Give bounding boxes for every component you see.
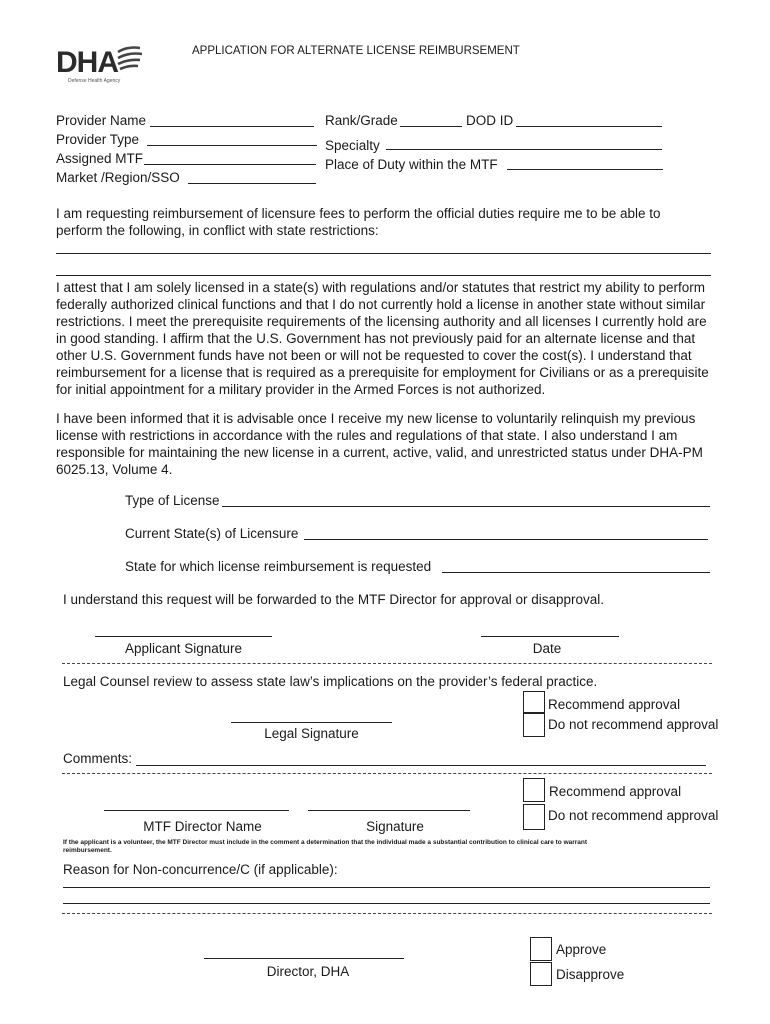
- legal-signature-field[interactable]: [231, 722, 392, 723]
- attestation-line: restrictions. I meet the prerequisite requirements of the licensing authority and all licenses I currently hold are: [56, 314, 707, 329]
- forward-statement: I understand this request will be forwarded to the MTF Director for approval or disapproval.: [63, 592, 605, 607]
- informed-line: license with restrictions in accordance with the rules and regulations of that state. I also understand I am: [56, 428, 678, 443]
- applicant-signature-label: Applicant Signature: [124, 641, 243, 656]
- type-of-license-label: Type of License: [125, 493, 220, 508]
- provider-type-label: Provider Type: [56, 132, 140, 147]
- dod-id-label: DOD ID: [466, 113, 514, 128]
- applicant-signature-field[interactable]: [95, 636, 272, 637]
- mtf-director-name-field[interactable]: [104, 810, 289, 811]
- dha-logo-mark: [56, 42, 146, 86]
- legal-recommend-checkbox[interactable]: [523, 691, 545, 713]
- assigned-mtf-field[interactable]: [144, 164, 316, 165]
- reason-line-1[interactable]: [63, 887, 710, 888]
- informed-line: I have been informed that it is advisable once I receive my new license to voluntarily relinquish my previous: [56, 411, 696, 426]
- specialty-label: Specialty: [325, 138, 380, 153]
- approve-checkbox[interactable]: [530, 937, 552, 961]
- state-requested-label: State for which license reimbursement is requested: [125, 559, 432, 574]
- reason-line-2[interactable]: [63, 903, 710, 904]
- comments-field[interactable]: [136, 765, 706, 766]
- legal-recommend-label: Recommend approval: [548, 697, 681, 712]
- type-of-license-field[interactable]: [222, 506, 710, 507]
- specialty-field[interactable]: [386, 149, 662, 150]
- market-field[interactable]: [188, 183, 316, 184]
- mtf-not-recommend-label: Do not recommend approval: [548, 808, 719, 823]
- informed-line: responsible for maintaining the new license in a current, active, valid, and unrestricted status under DHA-PM: [56, 445, 703, 460]
- logo-subtitle: Defense Health Agency: [68, 78, 121, 84]
- attestation-line: federally authorized clinical functions and that I do not currently hold a license in another state without similar: [56, 297, 706, 312]
- legal-signature-label: Legal Signature: [264, 726, 359, 741]
- legal-not-recommend-checkbox[interactable]: [523, 713, 545, 737]
- provider-name-label: Provider Name: [56, 113, 147, 128]
- legal-not-recommend-label: Do not recommend approval: [548, 717, 719, 732]
- request-statement: I am requesting reimbursement of licensure fees to perform the official duties require me to be able to perform the following, in conflict with state restrictions:: [56, 206, 661, 238]
- date-field[interactable]: [481, 636, 619, 637]
- current-states-label: Current State(s) of Licensure: [125, 526, 299, 541]
- rank-grade-label: Rank/Grade: [325, 113, 398, 128]
- market-label: Market /Region/SSO: [56, 170, 180, 185]
- volunteer-note-line: If the applicant is a volunteer, the MTF Director must include in the comment a determination that the individual made a substantial contribution to clinical care to warrant: [63, 839, 588, 846]
- provider-name-field[interactable]: [150, 126, 314, 127]
- current-states-field[interactable]: [304, 539, 708, 540]
- informed-paragraph: [56, 410, 703, 478]
- attestation-line: other U.S. Government funds have not been or will not be requested to cover the cost(s). I understand that: [56, 348, 692, 363]
- place-of-duty-label: Place of Duty within the MTF: [325, 157, 498, 172]
- provider-type-field[interactable]: [147, 145, 317, 146]
- state-requested-field[interactable]: [442, 572, 710, 573]
- attestation-line: reimbursement for a license that is required as a prerequisite for employment for Civilians or as a prerequisite: [56, 365, 709, 380]
- section-divider: [62, 913, 712, 914]
- director-dha-signature-field[interactable]: [204, 958, 404, 959]
- attestation-line: for initial appointment for a military provider in the Armed Forces is not authorized.: [56, 382, 546, 397]
- request-line-2[interactable]: [56, 275, 711, 276]
- attestation-line: in good standing. I affirm that the U.S. Government has not previously paid for an alternate license and that: [56, 331, 696, 346]
- rank-grade-field[interactable]: [400, 126, 462, 127]
- date-label: Date: [532, 641, 562, 656]
- mtf-signature-label: Signature: [366, 819, 424, 834]
- place-of-duty-field[interactable]: [507, 169, 663, 170]
- mtf-recommend-label: Recommend approval: [549, 784, 682, 799]
- assigned-mtf-label: Assigned MTF: [56, 151, 144, 166]
- request-line-1[interactable]: [56, 253, 711, 254]
- legal-review-text: Legal Counsel review to assess state law’s implications on the provider’s federal practice.: [63, 674, 598, 689]
- section-divider: [62, 663, 712, 664]
- page-title: APPLICATION FOR ALTERNATE LICENSE REIMBURSEMENT: [192, 45, 520, 57]
- attestation-line: I attest that I am solely licensed in a state(s) with regulations and/or statutes that restrict my ability to perform: [56, 280, 706, 295]
- reason-label: Reason for Non-concurrence/C (if applicable):: [63, 862, 338, 877]
- disapprove-label: Disapprove: [556, 967, 625, 982]
- mtf-director-name-label: MTF Director Name: [143, 819, 262, 834]
- logo-text: DHA: [56, 46, 118, 79]
- volunteer-note-line: reimbursement.: [63, 847, 112, 854]
- mtf-signature-field[interactable]: [308, 810, 470, 811]
- dha-logo: [56, 42, 146, 86]
- mtf-recommend-checkbox[interactable]: [523, 778, 545, 802]
- approve-label: Approve: [556, 942, 607, 957]
- mtf-not-recommend-checkbox[interactable]: [523, 804, 545, 830]
- attestation-paragraph: [56, 279, 709, 398]
- volunteer-note: [63, 839, 713, 855]
- disapprove-checkbox[interactable]: [530, 962, 552, 986]
- section-divider: [62, 773, 712, 774]
- comments-label: Comments:: [63, 751, 133, 766]
- director-dha-label: Director, DHA: [266, 964, 350, 979]
- dod-id-field[interactable]: [516, 126, 662, 127]
- informed-line: 6025.13, Volume 4.: [56, 462, 173, 477]
